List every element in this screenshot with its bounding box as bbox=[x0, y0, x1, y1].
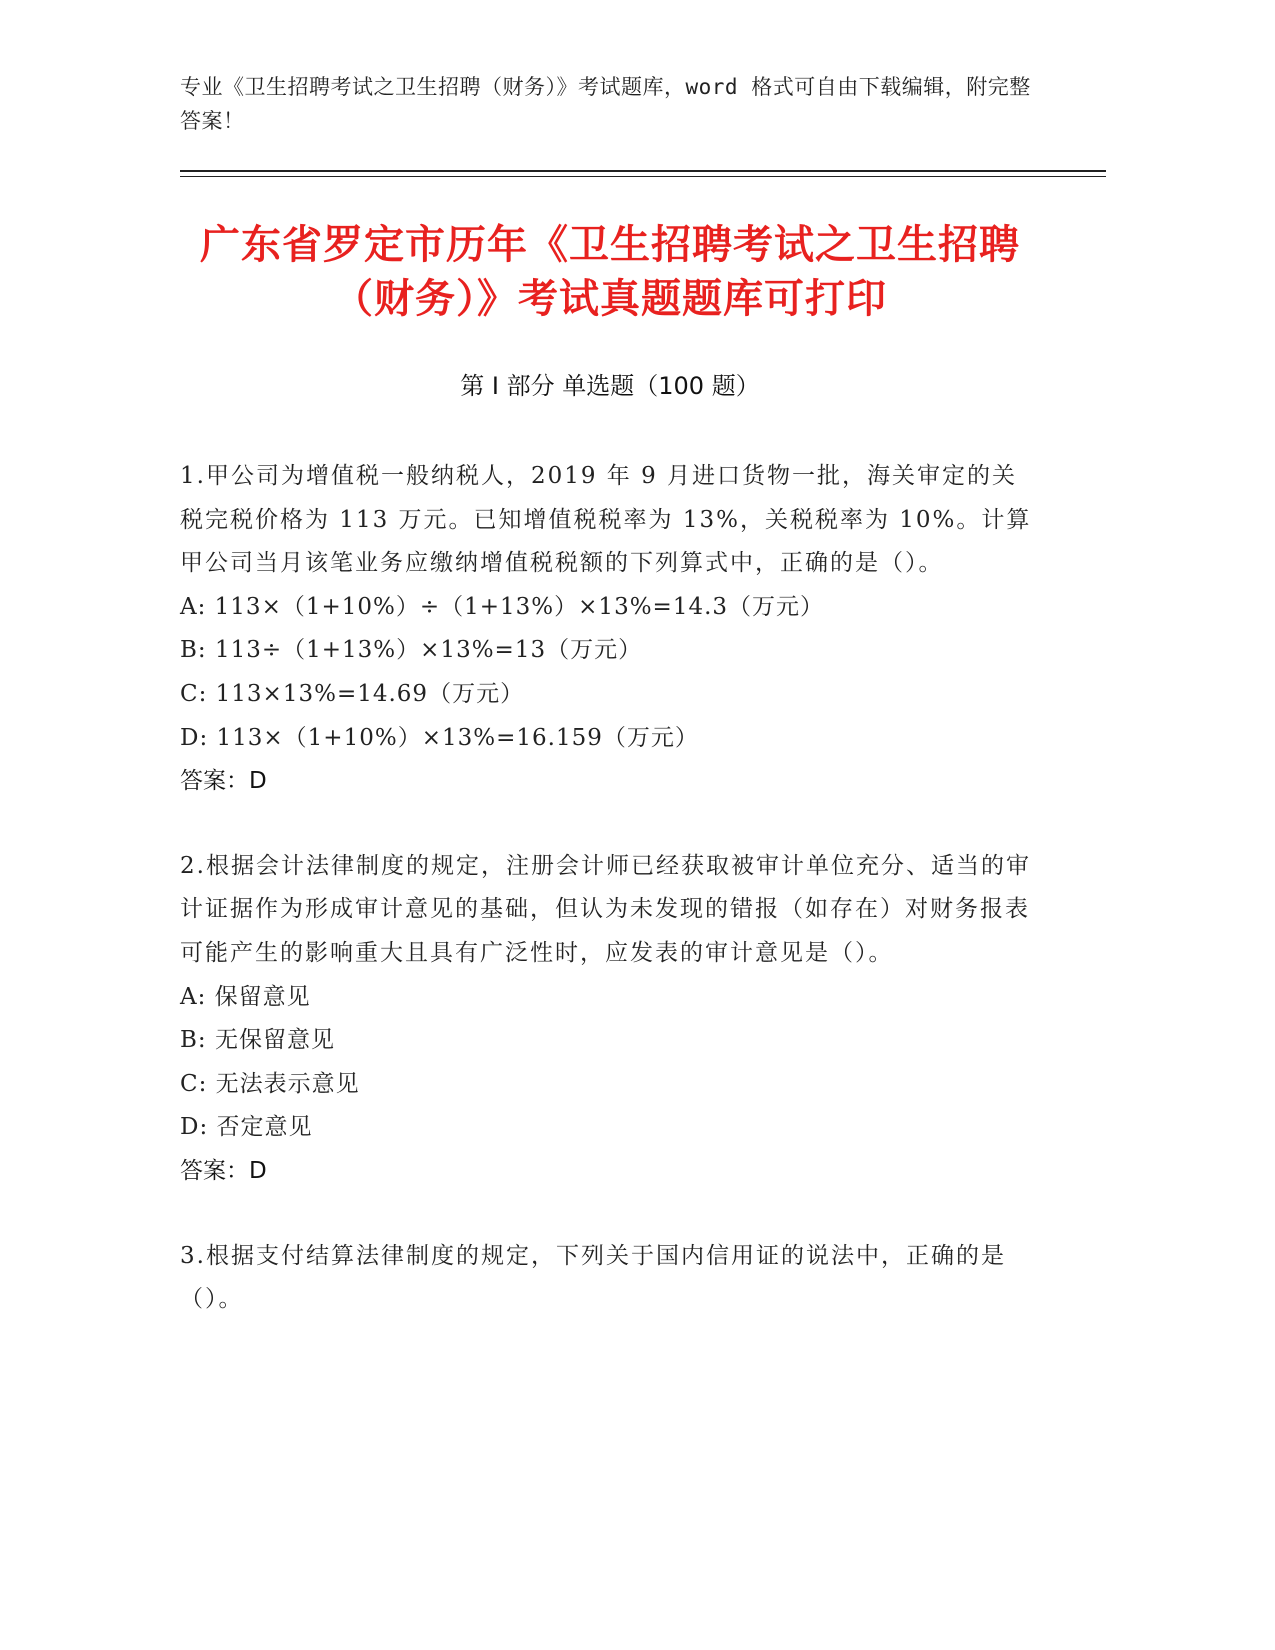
answer: 答案：D bbox=[180, 1157, 267, 1184]
option-b: B: 无保留意见 bbox=[180, 1027, 335, 1054]
answer: 答案：D bbox=[180, 768, 267, 795]
option-b: B: 113÷（1+13%）×13%=13（万元） bbox=[180, 637, 643, 664]
option-d: D: 113×（1+10%）×13%=16.159（万元） bbox=[180, 724, 699, 751]
option-a: A: 113×（1+10%）÷（1+13%）×13%=14.3（万元） bbox=[180, 593, 825, 620]
question-stem: 3.根据支付结算法律制度的规定，下列关于国内信用证的说法中，正确的是（）。 bbox=[180, 1242, 1006, 1313]
option-c: C: 无法表示意见 bbox=[180, 1070, 360, 1097]
question-list bbox=[180, 455, 1040, 1363]
question-3 bbox=[180, 1235, 1040, 1322]
header-divider-thick bbox=[180, 170, 1106, 172]
option-a: A: 保留意见 bbox=[180, 983, 311, 1010]
header-note: 专业《卫生招聘考试之卫生招聘（财务）》考试题库，word 格式可自由下载编辑，附完整答案！ bbox=[180, 75, 1031, 133]
question-2 bbox=[180, 845, 1040, 1194]
question-stem: 2.根据会计法律制度的规定，注册会计师已经获取被审计单位充分、适当的审计证据作为形成审计意见的基础，但认为未发现的错报（如存在）对财务报表可能产生的影响重大且具有广泛性时，应发表的审计意见是（）。 bbox=[180, 852, 1031, 966]
option-d: D: 否定意见 bbox=[180, 1114, 313, 1141]
part-heading: 第 I 部分 单选题（100 题） bbox=[460, 372, 760, 400]
document-title: 广东省罗定市历年《卫生招聘考试之卫生招聘（财务）》考试真题题库可打印 bbox=[200, 222, 1020, 322]
question-stem: 1.甲公司为增值税一般纳税人，2019 年 9 月进口货物一批，海关审定的关税完税价格为 113 万元。已知增值税税率为 13%，关税税率为 10%。计算甲公司当月该笔业务应缴纳增值税税额的下列算式中，正确的是（）。 bbox=[180, 463, 1032, 577]
question-1 bbox=[180, 455, 1040, 804]
header-divider-thin bbox=[180, 176, 1106, 177]
option-c: C: 113×13%=14.69（万元） bbox=[180, 680, 525, 707]
